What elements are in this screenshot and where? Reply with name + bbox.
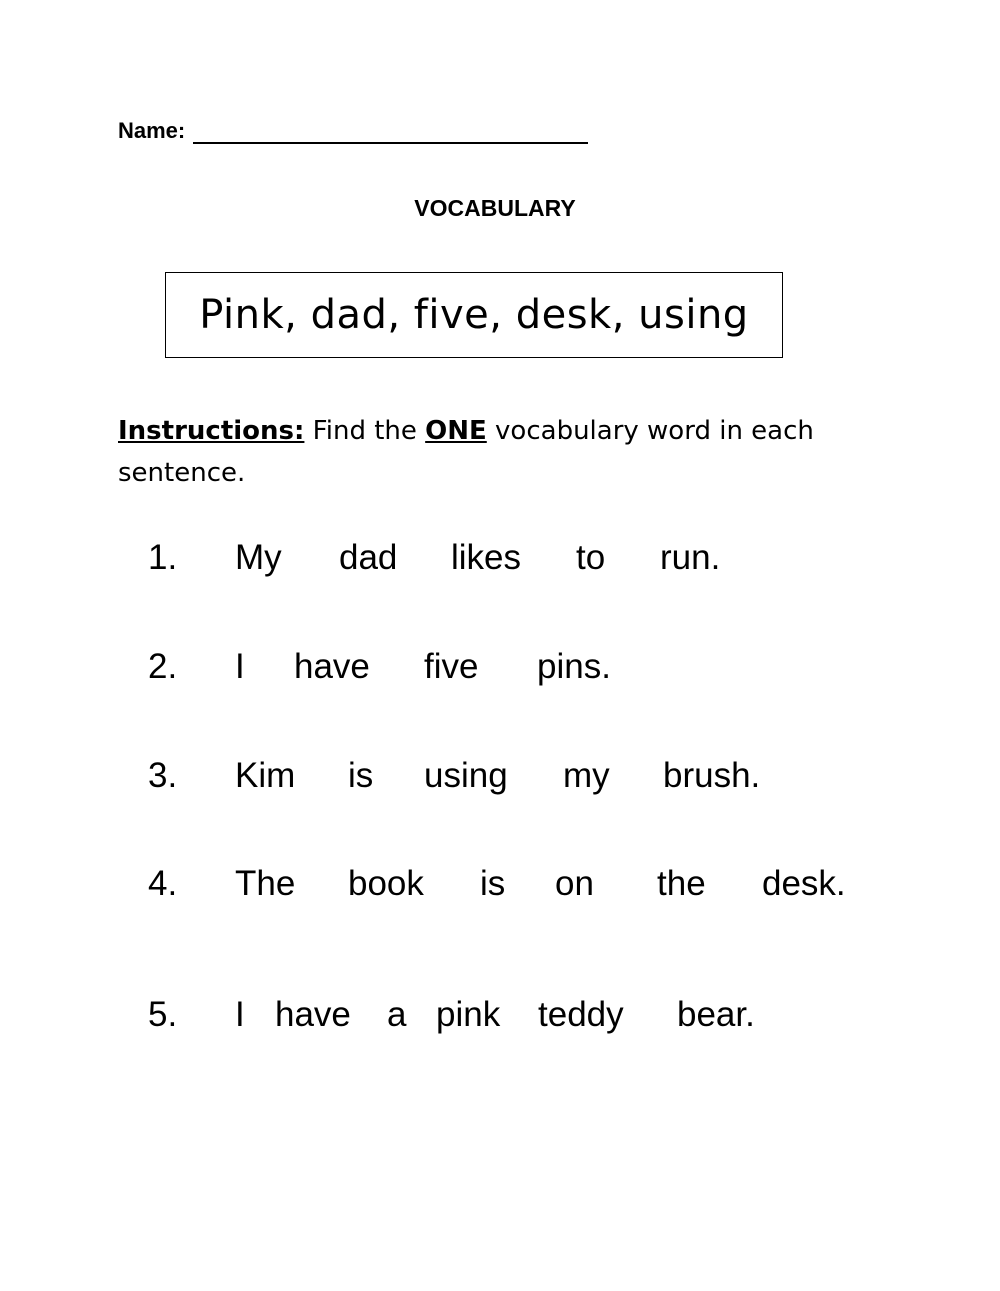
instructions-emphasis: ONE — [425, 416, 487, 446]
word-bank-box — [165, 272, 783, 358]
sentence-word[interactable]: a — [387, 995, 407, 1034]
sentence-5 — [148, 995, 755, 1035]
sentence-3 — [148, 756, 760, 796]
sentence-number: 5. — [148, 995, 178, 1034]
sentence-word[interactable]: using — [424, 756, 508, 795]
instructions-text-1: Find the — [304, 416, 426, 446]
sentence-word[interactable]: desk. — [762, 864, 846, 903]
sentence-word[interactable]: five — [424, 647, 479, 686]
sentence-word[interactable]: book — [348, 864, 424, 903]
sentence-word[interactable]: pins. — [537, 647, 611, 686]
sentence-word[interactable]: have — [275, 995, 351, 1034]
instructions-text-2: vocabulary word in each sentence. — [118, 416, 814, 488]
sentence-word[interactable]: Kim — [235, 756, 296, 795]
sentence-number: 1. — [148, 538, 178, 577]
name-field-row — [118, 118, 588, 144]
sentence-word[interactable]: pink — [436, 995, 501, 1034]
sentence-word[interactable]: my — [563, 756, 610, 795]
sentence-number: 2. — [148, 647, 178, 686]
sentence-2 — [148, 647, 611, 687]
sentence-word[interactable]: the — [657, 864, 706, 903]
name-label: Name: — [118, 118, 186, 143]
sentence-word[interactable]: is — [480, 864, 506, 903]
page-title: VOCABULARY — [414, 195, 576, 221]
sentence-word[interactable]: I — [235, 647, 245, 686]
sentence-word[interactable]: is — [348, 756, 374, 795]
sentence-1 — [148, 538, 720, 578]
sentence-word[interactable]: The — [235, 864, 296, 903]
sentence-word[interactable]: dad — [339, 538, 398, 577]
sentence-word[interactable]: run. — [660, 538, 721, 577]
sentence-word[interactable]: My — [235, 538, 282, 577]
sentence-word[interactable]: on — [555, 864, 594, 903]
word-bank-text: Pink, dad, five, desk, using — [199, 292, 749, 338]
instructions — [118, 410, 878, 494]
sentence-word[interactable]: have — [294, 647, 370, 686]
name-blank-line[interactable] — [193, 120, 588, 144]
sentence-word[interactable]: brush. — [663, 756, 761, 795]
sentence-4 — [148, 864, 846, 904]
sentence-number: 3. — [148, 756, 178, 795]
sentence-word[interactable]: I — [235, 995, 245, 1034]
instructions-label: Instructions: — [118, 416, 305, 446]
sentence-word[interactable]: likes — [451, 538, 522, 577]
sentence-word[interactable]: bear. — [677, 995, 755, 1034]
sentence-word[interactable]: to — [576, 538, 606, 577]
sentence-word[interactable]: teddy — [538, 995, 624, 1034]
sentence-number: 4. — [148, 864, 178, 903]
